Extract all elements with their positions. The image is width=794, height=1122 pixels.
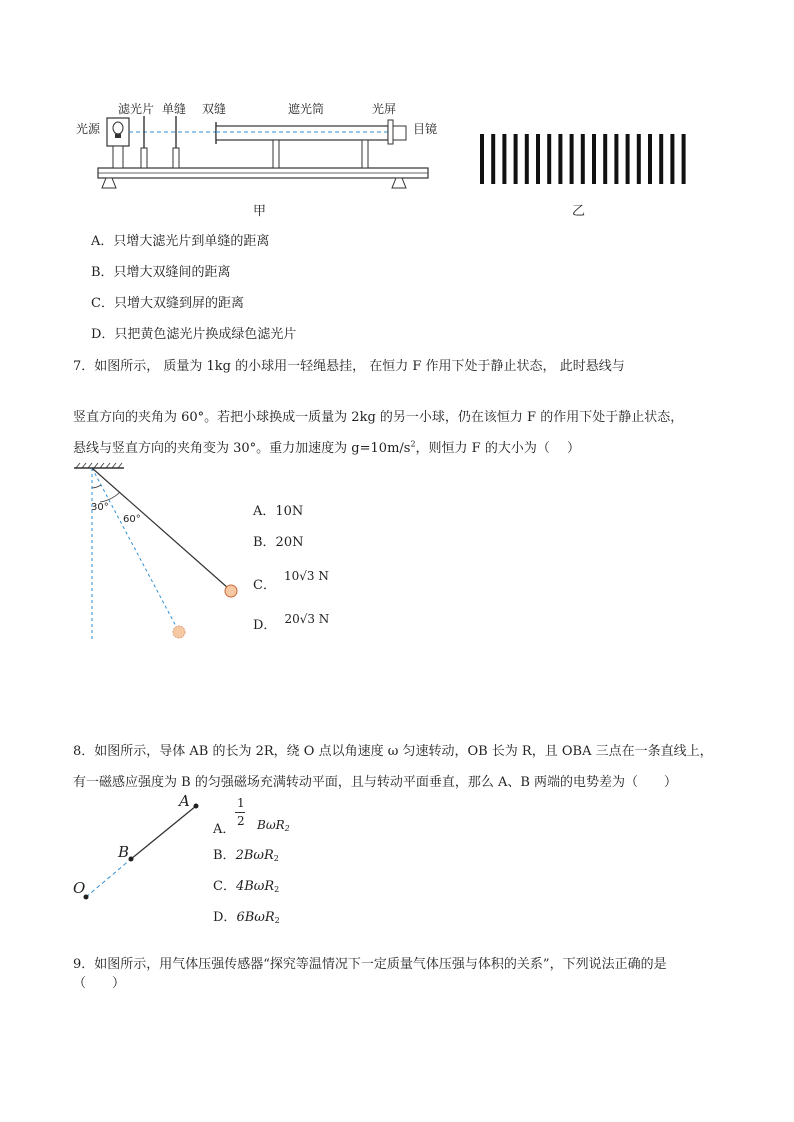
ball-1kg (225, 585, 237, 597)
bright-fringe-bar (648, 134, 652, 184)
label-point-B: B (118, 843, 130, 861)
figure-label-jia: 甲 (253, 204, 267, 219)
q7-stem-line3: 悬线与竖直方向的夹角变为 30°。重力加速度为 $g=10m/s^2$，则恒力 F 的大小为（ ） (73, 439, 580, 456)
q9-stem-line2: （ ） (73, 976, 126, 991)
bright-fringe-bar (558, 134, 562, 184)
point-A-dot (194, 804, 199, 809)
interference-fringes-figure (476, 134, 696, 186)
conductor-AB (131, 806, 196, 859)
q7-option-a: A．10N (253, 504, 304, 519)
q8-stem-line2: 有一磁感应强度为 B 的匀强磁场充满转动平面，且与转动平面垂直，那么 A、B 两端的电势差为（ ） (73, 775, 678, 790)
bright-fringe-bar (626, 134, 630, 184)
bright-fringe-bar (603, 134, 607, 184)
bench-foot-left (102, 178, 116, 188)
pendulum-figure (70, 462, 250, 642)
label-double-slit: 双缝 (202, 102, 227, 116)
q8-option-c: C．4BωR$_2$ (213, 879, 280, 894)
string-60deg (92, 468, 228, 588)
bright-fringe-bar (536, 134, 540, 184)
bright-fringe-bar (502, 134, 506, 184)
bright-fringe-bar (525, 134, 529, 184)
figure-label-yi: 乙 (572, 204, 586, 219)
segment-OB (86, 859, 131, 897)
label-filter: 滤光片 (118, 102, 155, 116)
bright-fringe-bar (491, 134, 495, 184)
q8-option-a-expr: BωR$_2$ (257, 818, 290, 833)
q8-stem-line1: 8．如图所示，导体 AB 的长为 2R，绕 O 点以角速度 ω 匀速转动，OB 长为 R，且 OBA 三点在一条直线上， (73, 744, 713, 759)
q8-option-a-numerator: 1 (237, 796, 245, 810)
q6-option-b: B．只增大双缝间的距离 (91, 265, 231, 280)
bright-fringe-bar (581, 134, 585, 184)
screen-plate (388, 120, 393, 144)
bright-fringe-bar (614, 134, 618, 184)
bright-fringe-bar (637, 134, 641, 184)
q8-option-a: A． (213, 822, 236, 837)
angle-label-30: 30° (91, 502, 109, 513)
bright-fringe-bar (480, 134, 484, 184)
q6-option-c: C．只增大双缝到屏的距离 (91, 296, 244, 311)
label-single-slit: 单缝 (162, 102, 187, 116)
bright-fringe-bar (547, 134, 551, 184)
eyepiece (393, 126, 406, 140)
q7-option-d-value: 20√3 N (284, 612, 330, 626)
shading-tube (216, 126, 388, 140)
label-eyepiece: 目镜 (413, 122, 438, 136)
q6-option-d: D．只把黄色滤光片换成绿色滤光片 (91, 327, 297, 342)
label-point-O: O (73, 879, 86, 897)
rotating-conductor-figure (70, 795, 210, 905)
bright-fringe-bar (682, 134, 686, 184)
angle-label-60: 60° (123, 514, 141, 525)
q7-option-d: D． 20√3 N (253, 612, 330, 633)
point-B-dot (129, 857, 134, 862)
q6-option-a: A．只增大滤光片到单缝的距离 (91, 234, 270, 249)
q7-stem-line2: 竖直方向的夹角为 60°。若把小球换成一质量为 2kg 的另一小球，仍在该恒力 F 的作用下处于静止状态， (73, 410, 684, 425)
label-light-source: 光源 (76, 122, 101, 136)
label-tube: 遮光筒 (288, 102, 325, 116)
q7-option-b: B．20N (253, 535, 304, 550)
bulb-icon (113, 122, 123, 134)
bench-foot-right (392, 178, 406, 188)
q7-stem-line1: 7．如图所示， 质量为 1kg 的小球用一轻绳悬挂， 在恒力 F 作用下处于静止状态， 此时悬线与 (73, 359, 625, 374)
q8-option-b: B．2BωR$_2$ (213, 848, 279, 863)
q7-option-c: C．10√3 N (253, 569, 329, 593)
bright-fringe-bar (592, 134, 596, 184)
q8-option-a-denominator: 2 (237, 814, 245, 828)
q8-option-a-fraction-bar (235, 812, 245, 813)
string-30deg (92, 468, 178, 630)
label-point-A: A (179, 792, 190, 810)
bright-fringe-bar (670, 134, 674, 184)
bright-fringe-bar (659, 134, 663, 184)
bright-fringe-bar (570, 134, 574, 184)
bright-fringe-bar (514, 134, 518, 184)
q7-option-c-value: 10√3 N (283, 569, 329, 583)
q8-option-d: D．6BωR$_2$ (213, 910, 280, 925)
q9-stem-line1: 9．如图所示，用气体压强传感器“探究等温情况下一定质量气体压强与体积的关系”，下列说法正确的是 (73, 957, 667, 972)
label-screen: 光屏 (372, 102, 397, 116)
ball-2kg (173, 626, 185, 638)
